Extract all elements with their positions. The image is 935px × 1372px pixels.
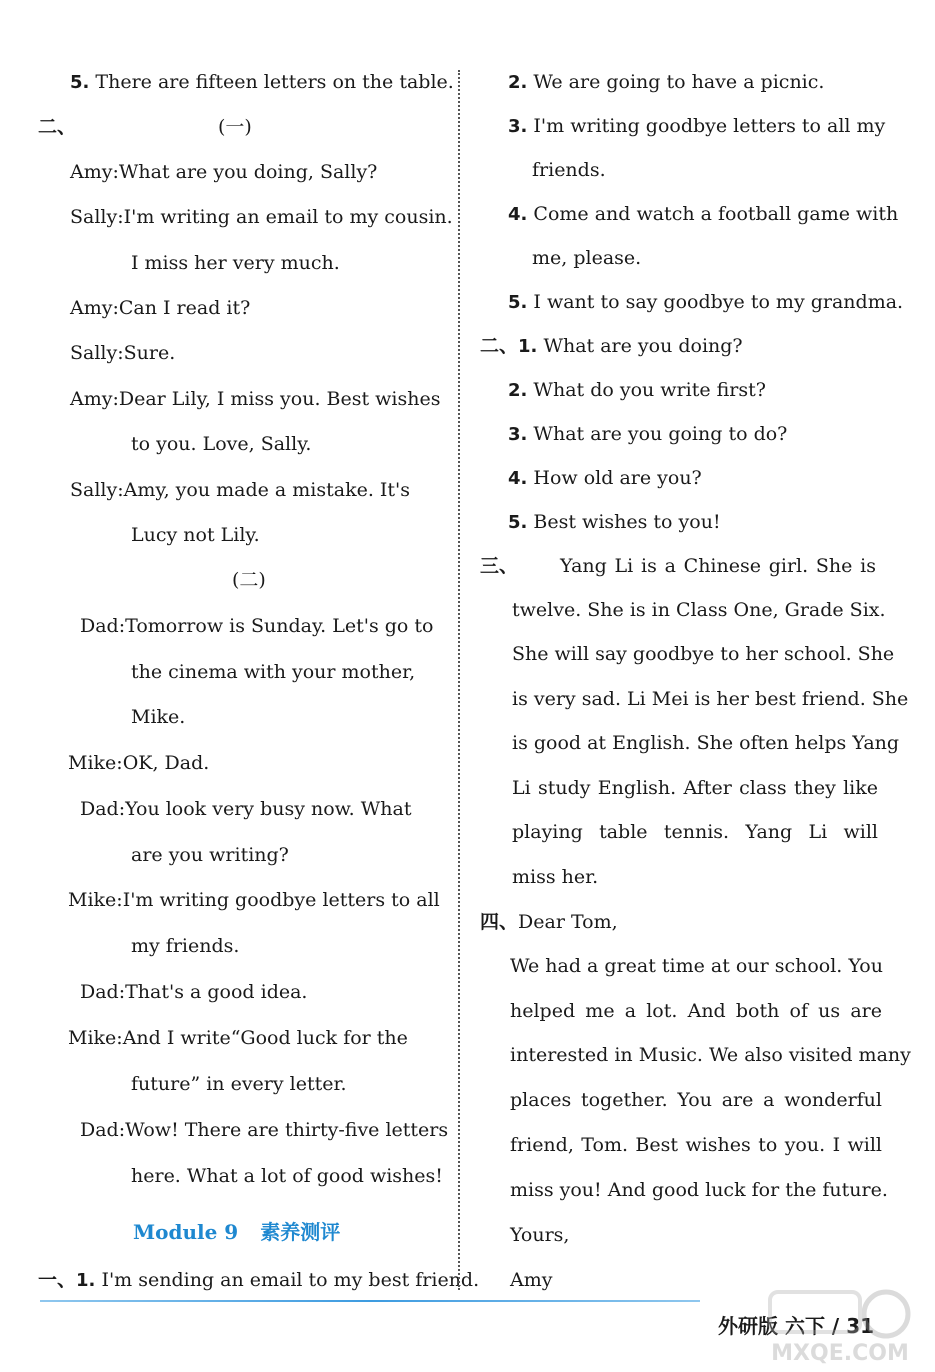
dialogue-continuation: future” in every letter. [131, 1073, 347, 1095]
dialogue-line: Mike:I'm writing goodbye letters to all [68, 889, 440, 911]
letter-line: interested in Music. We also visited many [510, 1044, 911, 1066]
dialogue-continuation: Lucy not Lily. [131, 524, 260, 546]
answer-line: 5. Best wishes to you! [508, 511, 721, 533]
module-heading: Module 9 素养测评 [133, 1220, 341, 1244]
answer-line: 2. What do you write first? [508, 379, 766, 401]
dialogue-continuation: the cinema with your mother, [131, 661, 416, 683]
dialogue-line: Sally:Sure. [70, 342, 176, 364]
answer-line: 3. I'm writing goodbye letters to all my [508, 115, 886, 137]
passage-line: miss her. [512, 866, 599, 888]
dialogue-line: Amy:Dear Lily, I miss you. Best wishes [70, 388, 441, 410]
answer-continuation: friends. [532, 159, 606, 181]
dialogue-continuation: my friends. [131, 935, 240, 957]
letter-greeting: 四、Dear Tom, [480, 911, 618, 933]
watermark-logo [760, 1280, 920, 1366]
dialogue-line: Mike:OK, Dad. [68, 752, 210, 774]
dialogue-continuation: I miss her very much. [131, 252, 340, 274]
section-marker: 二、 [38, 116, 77, 138]
watermark-text: MXQE.COM [771, 1341, 909, 1366]
passage-line: Yang Li is a Chinese girl. She is [560, 555, 876, 577]
letter-line: places together. You are a wonderful [510, 1089, 882, 1111]
answer-line: 5. There are fifteen letters on the table. [70, 71, 454, 93]
dialogue-line: Mike:And I write“Good luck for the [68, 1027, 408, 1049]
dialogue-line: Sally:I'm writing an email to my cousin. [70, 206, 453, 228]
dialogue-line: Amy:Can I read it? [70, 297, 251, 319]
dialogue-continuation: Mike. [131, 706, 186, 728]
answer-line: 二、1. What are you doing? [480, 335, 743, 357]
dialogue-continuation: here. What a lot of good wishes! [131, 1165, 443, 1187]
answer-line: 4. Come and watch a football game with [508, 203, 899, 225]
page-footer: 外研版 六下 / 31 [718, 1314, 875, 1338]
dialogue-line: Dad:Wow! There are thirty-five letters [80, 1119, 449, 1141]
column-divider [458, 70, 460, 1290]
passage-line: is good at English. She often helps Yang [512, 732, 900, 754]
part-title: (一) [218, 116, 252, 138]
part-title: (二) [232, 569, 266, 591]
answer-line: 2. We are going to have a picnic. [508, 71, 825, 93]
passage-line: is very sad. Li Mei is her best friend. She [512, 688, 909, 710]
letter-line: helped me a lot. And both of us are [510, 1000, 882, 1022]
dialogue-line: Dad:You look very busy now. What [80, 798, 412, 820]
dialogue-continuation: to you. Love, Sally. [131, 433, 312, 455]
passage-line: twelve. She is in Class One, Grade Six. [512, 599, 886, 621]
answer-line: 3. What are you going to do? [508, 423, 788, 445]
footer-rule [40, 1300, 700, 1302]
passage-line: playing table tennis. Yang Li will [512, 821, 878, 843]
answer-continuation: me, please. [532, 247, 642, 269]
answer-line: 5. I want to say goodbye to my grandma. [508, 291, 904, 313]
letter-line: miss you! And good luck for the future. [510, 1179, 888, 1201]
letter-line: friend, Tom. Best wishes to you. I will [510, 1134, 882, 1156]
passage-line: She will say goodbye to her school. She [512, 643, 895, 665]
answer-line: 一、1. I'm sending an email to my best friend. [38, 1269, 480, 1291]
letter-closing: Yours, [510, 1224, 570, 1246]
dialogue-line: Sally:Amy, you made a mistake. It's [70, 479, 411, 501]
letter-signature: Amy [510, 1269, 553, 1291]
dialogue-line: Amy:What are you doing, Sally? [70, 161, 378, 183]
dialogue-continuation: are you writing? [131, 844, 289, 866]
section-marker: 三、 [480, 555, 519, 577]
dialogue-line: Dad:That's a good idea. [80, 981, 308, 1003]
passage-line: Li study English. After class they like [512, 777, 878, 799]
dialogue-line: Dad:Tomorrow is Sunday. Let's go to [80, 615, 434, 637]
letter-line: We had a great time at our school. You [510, 955, 883, 977]
answer-line: 4. How old are you? [508, 467, 702, 489]
